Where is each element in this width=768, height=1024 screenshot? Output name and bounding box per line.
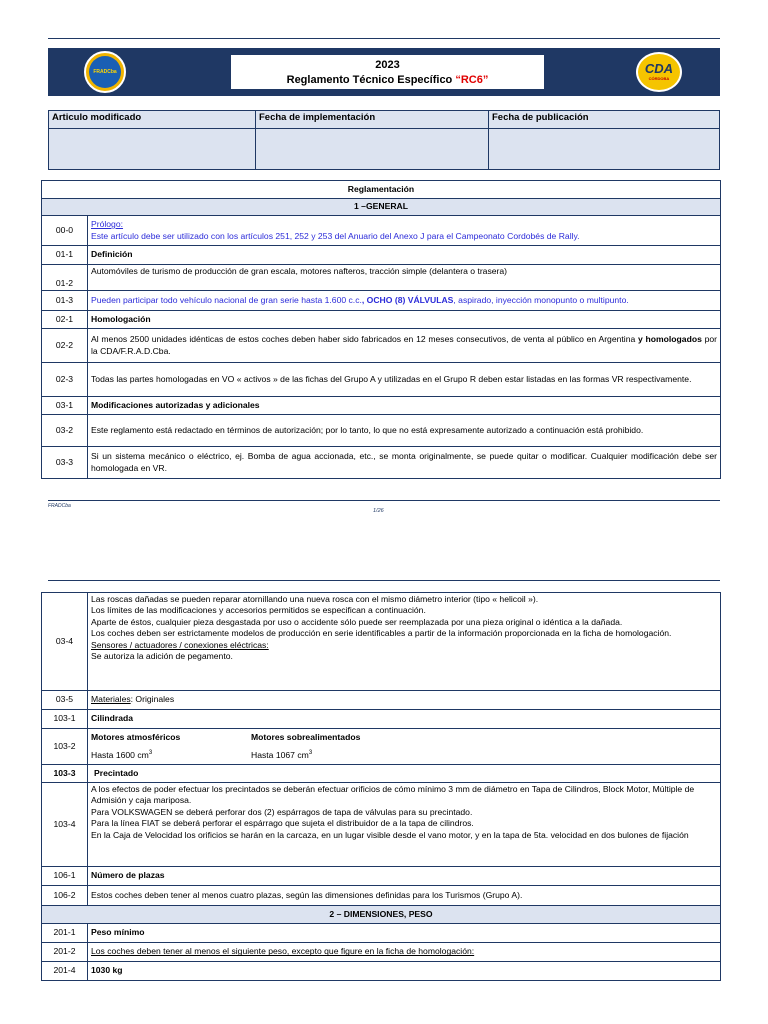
document-title: Reglamento Técnico Específico “RC6” [286, 74, 489, 86]
title-box [230, 54, 545, 90]
prologo-heading: Prólogo: [91, 219, 124, 230]
footer-rule [48, 500, 720, 501]
table-row: 106-2 Estos coches deben tener al menos cuatro plazas, según las dimensiones definidas para los Turismos (Grupo A). [42, 886, 721, 906]
table-row: 02-2 Al menos 2500 unidades idénticas de estos coches deben haber sido fabricados en 12 meses consecutivos, de venta al público en Argentina y homologados por la CDA/F.R.A.D.Cba. [42, 329, 721, 363]
col-fecha-implementacion: Fecha de implementación [256, 111, 489, 129]
table-row: 02-1 Homologación [42, 311, 721, 329]
table-row: 03-1 Modificaciones autorizadas y adicionales [42, 397, 721, 415]
table-row: 201-4 1030 kg [42, 962, 721, 981]
table-row: 103-1 Cilindrada [42, 710, 721, 729]
table-row: 01-2 Automóviles de turismo de producción de gran escala, motores nafteros, tracción simple (delantera o trasera) [42, 265, 721, 291]
rc6-label: “RC6” [455, 74, 489, 86]
table-row: 02-3 Todas las partes homologadas en VO « activos » de las fichas del Grupo A y utilizadas en el Grupo R deben estar listadas en las formas VR respectivamente. [42, 363, 721, 397]
page-number: 1/26 [373, 508, 384, 514]
document-year: 2023 [375, 59, 400, 71]
cda-logo-subtext: CÓRDOBA [648, 75, 670, 81]
col-articulo-modificado: Articulo modificado [49, 111, 256, 129]
sensores-heading: Sensores / actuadores / conexiones eléctricas: [91, 639, 269, 650]
cell-articulo-modificado [49, 129, 256, 170]
table-title: Reglamentación [42, 181, 721, 199]
table-row: 103-2 Motores atmosféricos Motores sobrealimentados Hasta 1600 $cm^3$ Hasta 1067 $cm^3$ [42, 729, 721, 765]
table-row: 103-3 Precintado [42, 765, 721, 783]
table-row: 201-1 Peso mínimo [42, 924, 721, 943]
table-row: 03-4 Las roscas dañadas se pueden reparar atornillando una nueva rosca con el mismo diámetro interior (tipo « helicoil »). Los límites de las modificaciones y accesorios permitidos se especifican a continuación. Aparte de éstos, cualquier pieza desgastada por uso o accidente sólo puede ser reemplazada por una pieza original o idéntica a la dañada. Los coches deben ser estrictamente modelos de producción en serie identificables a partir de la información proporcionada en la ficha de homologación. Sensores / actuadores / conexiones eléctricas: Se autoriza la adición de pegamento. [42, 593, 721, 691]
table-row: 03-3 Si un sistema mecánico o eléctrico, ej. Bomba de agua accionada, etc., se monta originalmente, se puede quitar o modificar. Cualquier modificación debe ser homologada en VR. [42, 447, 721, 479]
fradcba-logo-text: FRADCba [89, 56, 121, 88]
cda-logo-text: CDA [644, 60, 674, 76]
table-row: 201-2 Los coches deben tener al menos el siguiente peso, excepto que figure en la ficha de homologación: [42, 943, 721, 962]
reglamentacion-table-page1 [41, 180, 721, 479]
cell-fecha-implementacion [256, 129, 489, 170]
col-fecha-publicacion: Fecha de publicación [489, 111, 720, 129]
fradcba-logo [84, 51, 126, 93]
document-header [48, 48, 720, 96]
page2-top-rule [48, 580, 720, 581]
table-row: 106-1 Número de plazas [42, 867, 721, 886]
table-row: 01-3 Pueden participar todo vehículo nacional de gran serie hasta 1.600 c.c., OCHO (8) VÁLVULAS, aspirado, inyección monopunto o multipunto. [42, 291, 721, 311]
table-row: 103-4 A los efectos de poder efectuar los precintados se deberán efectuar orificios de cómo mínimo 3 mm de diámetro en Tapa de Cilindros, Block Motor, Múltiple de Admisión y caja mariposa. Para VOLKSWAGEN se deberá perforar dos (2) espárragos de tapa de válvulas para su precintado. Para la línea FIAT se deberá perforar el espárrago que sujeta el distribuidor de a la tapa de cilindros. En la Caja de Velocidad los orificios se harán en la carcaza, en un lugar visible desde el vano motor, y en la tapa de 5ta. velocidad en dos bulones de fijación [42, 783, 721, 867]
table-row: 03-5 Materiales: Originales [42, 691, 721, 710]
modification-table [48, 110, 720, 170]
footer-org: FRADCba [48, 503, 71, 509]
cda-logo [636, 52, 682, 92]
table-row: 03-2 Este reglamento está redactado en términos de autorización; por lo tanto, lo que no está expresamente autorizado a continuación está prohibido. [42, 415, 721, 447]
table-row: 01-1 Definición [42, 246, 721, 265]
top-rule [48, 38, 720, 39]
section-dimensiones: 2 – DIMENSIONES, PESO [42, 906, 721, 924]
cell-fecha-publicacion [489, 129, 720, 170]
table-row: 00-0 Prólogo: Este artículo debe ser utilizado con los artículos 251, 252 y 253 del Anuario del Anexo J para el Campeonato Cordobés de Rally. [42, 216, 721, 246]
reglamentacion-table-page2 [41, 592, 721, 981]
section-general: 1 –GENERAL [42, 199, 721, 216]
